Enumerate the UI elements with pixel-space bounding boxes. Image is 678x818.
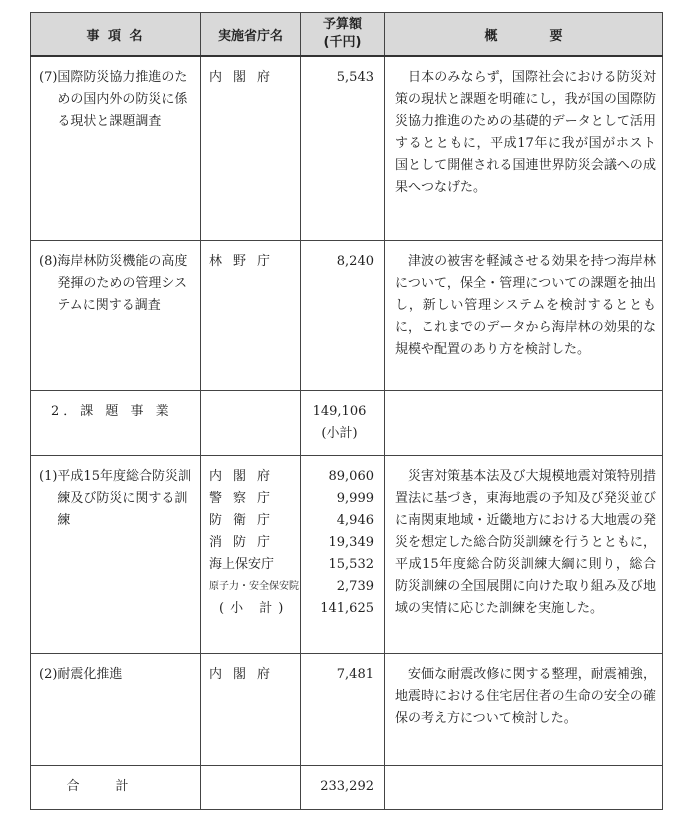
budget-cell: 149,106 (小計) xyxy=(301,390,385,455)
budget-cell: 5,543 xyxy=(301,56,385,240)
header-summary: 概 要 xyxy=(385,13,663,57)
summary-cell: 津波の被害を軽減させる効果を持つ海岸林について，保全・管理についての課題を抽出し，新しい管理システムを検討するとともに，これまでのデータから海岸林の効果的な規模や配置のあり方を検討した。 xyxy=(385,240,663,390)
total-row xyxy=(31,765,663,809)
summary-cell xyxy=(385,390,663,455)
total-budget: 233,292 xyxy=(301,765,385,809)
agency-cell: 内閣府 警察庁 防衛庁 消防庁 海上保安庁 原子力・安全保安院 (小 計) xyxy=(201,455,301,653)
section-row xyxy=(31,390,663,455)
budget-cell: 7,481 xyxy=(301,653,385,765)
total-label: 合計 xyxy=(31,765,201,809)
table-row xyxy=(31,653,663,765)
agency-cell: 内閣府 xyxy=(201,653,301,765)
item-cell: (1) 平成15年度総合防災訓練及び防災に関する訓練 xyxy=(31,455,201,653)
summary-cell: 日本のみならず，国際社会における防災対策の現状と課題を明確にし，我が国の国際防災協力推進のための基礎的データとして活用するとともに，平成17年に我が国がホスト国として開催される国連世界防災会議への成果へつなげた。 xyxy=(385,56,663,240)
summary-cell: 災害対策基本法及び大規模地震対策特別措置法に基づき，東海地震の予知及び発災並びに南関東地域・近畿地方における大地震の発災を想定した総合防災訓練を行うとともに，平成15年度総合防災訓練大綱に則り，総合防災訓練の全国展開に向けた取り組み及び地域の実情に応じた訓練を実施した。 xyxy=(385,455,663,653)
header-item: 事 項 名 xyxy=(31,13,201,57)
agency-cell xyxy=(201,765,301,809)
summary-cell xyxy=(385,765,663,809)
budget-cell: 89,060 9,999 4,946 19,349 15,532 2,739 141,625 xyxy=(301,455,385,653)
header-agency: 実施省庁名 xyxy=(201,13,301,57)
budget-table xyxy=(30,12,663,810)
item-cell: (8) 海岸林防災機能の高度発揮のための管理システムに関する調査 xyxy=(31,240,201,390)
table-row xyxy=(31,455,663,653)
table-row xyxy=(31,240,663,390)
header-budget: 予算額 (千円) xyxy=(301,13,385,57)
item-cell: (7) 国際防災協力推進のための国内外の防災に係る現状と課題調査 xyxy=(31,56,201,240)
agency-cell: 林野庁 xyxy=(201,240,301,390)
header-row xyxy=(31,13,663,57)
table-row xyxy=(31,56,663,240)
agency-cell: 内閣府 xyxy=(201,56,301,240)
agency-cell xyxy=(201,390,301,455)
item-cell: (2) 耐震化推進 xyxy=(31,653,201,765)
budget-cell: 8,240 xyxy=(301,240,385,390)
summary-cell: 安価な耐震改修に関する整理，耐震補強，地震時における住宅居住者の生命の安全の確保の考え方について検討した。 xyxy=(385,653,663,765)
section-label: 2．課 題 事 業 xyxy=(31,390,201,455)
